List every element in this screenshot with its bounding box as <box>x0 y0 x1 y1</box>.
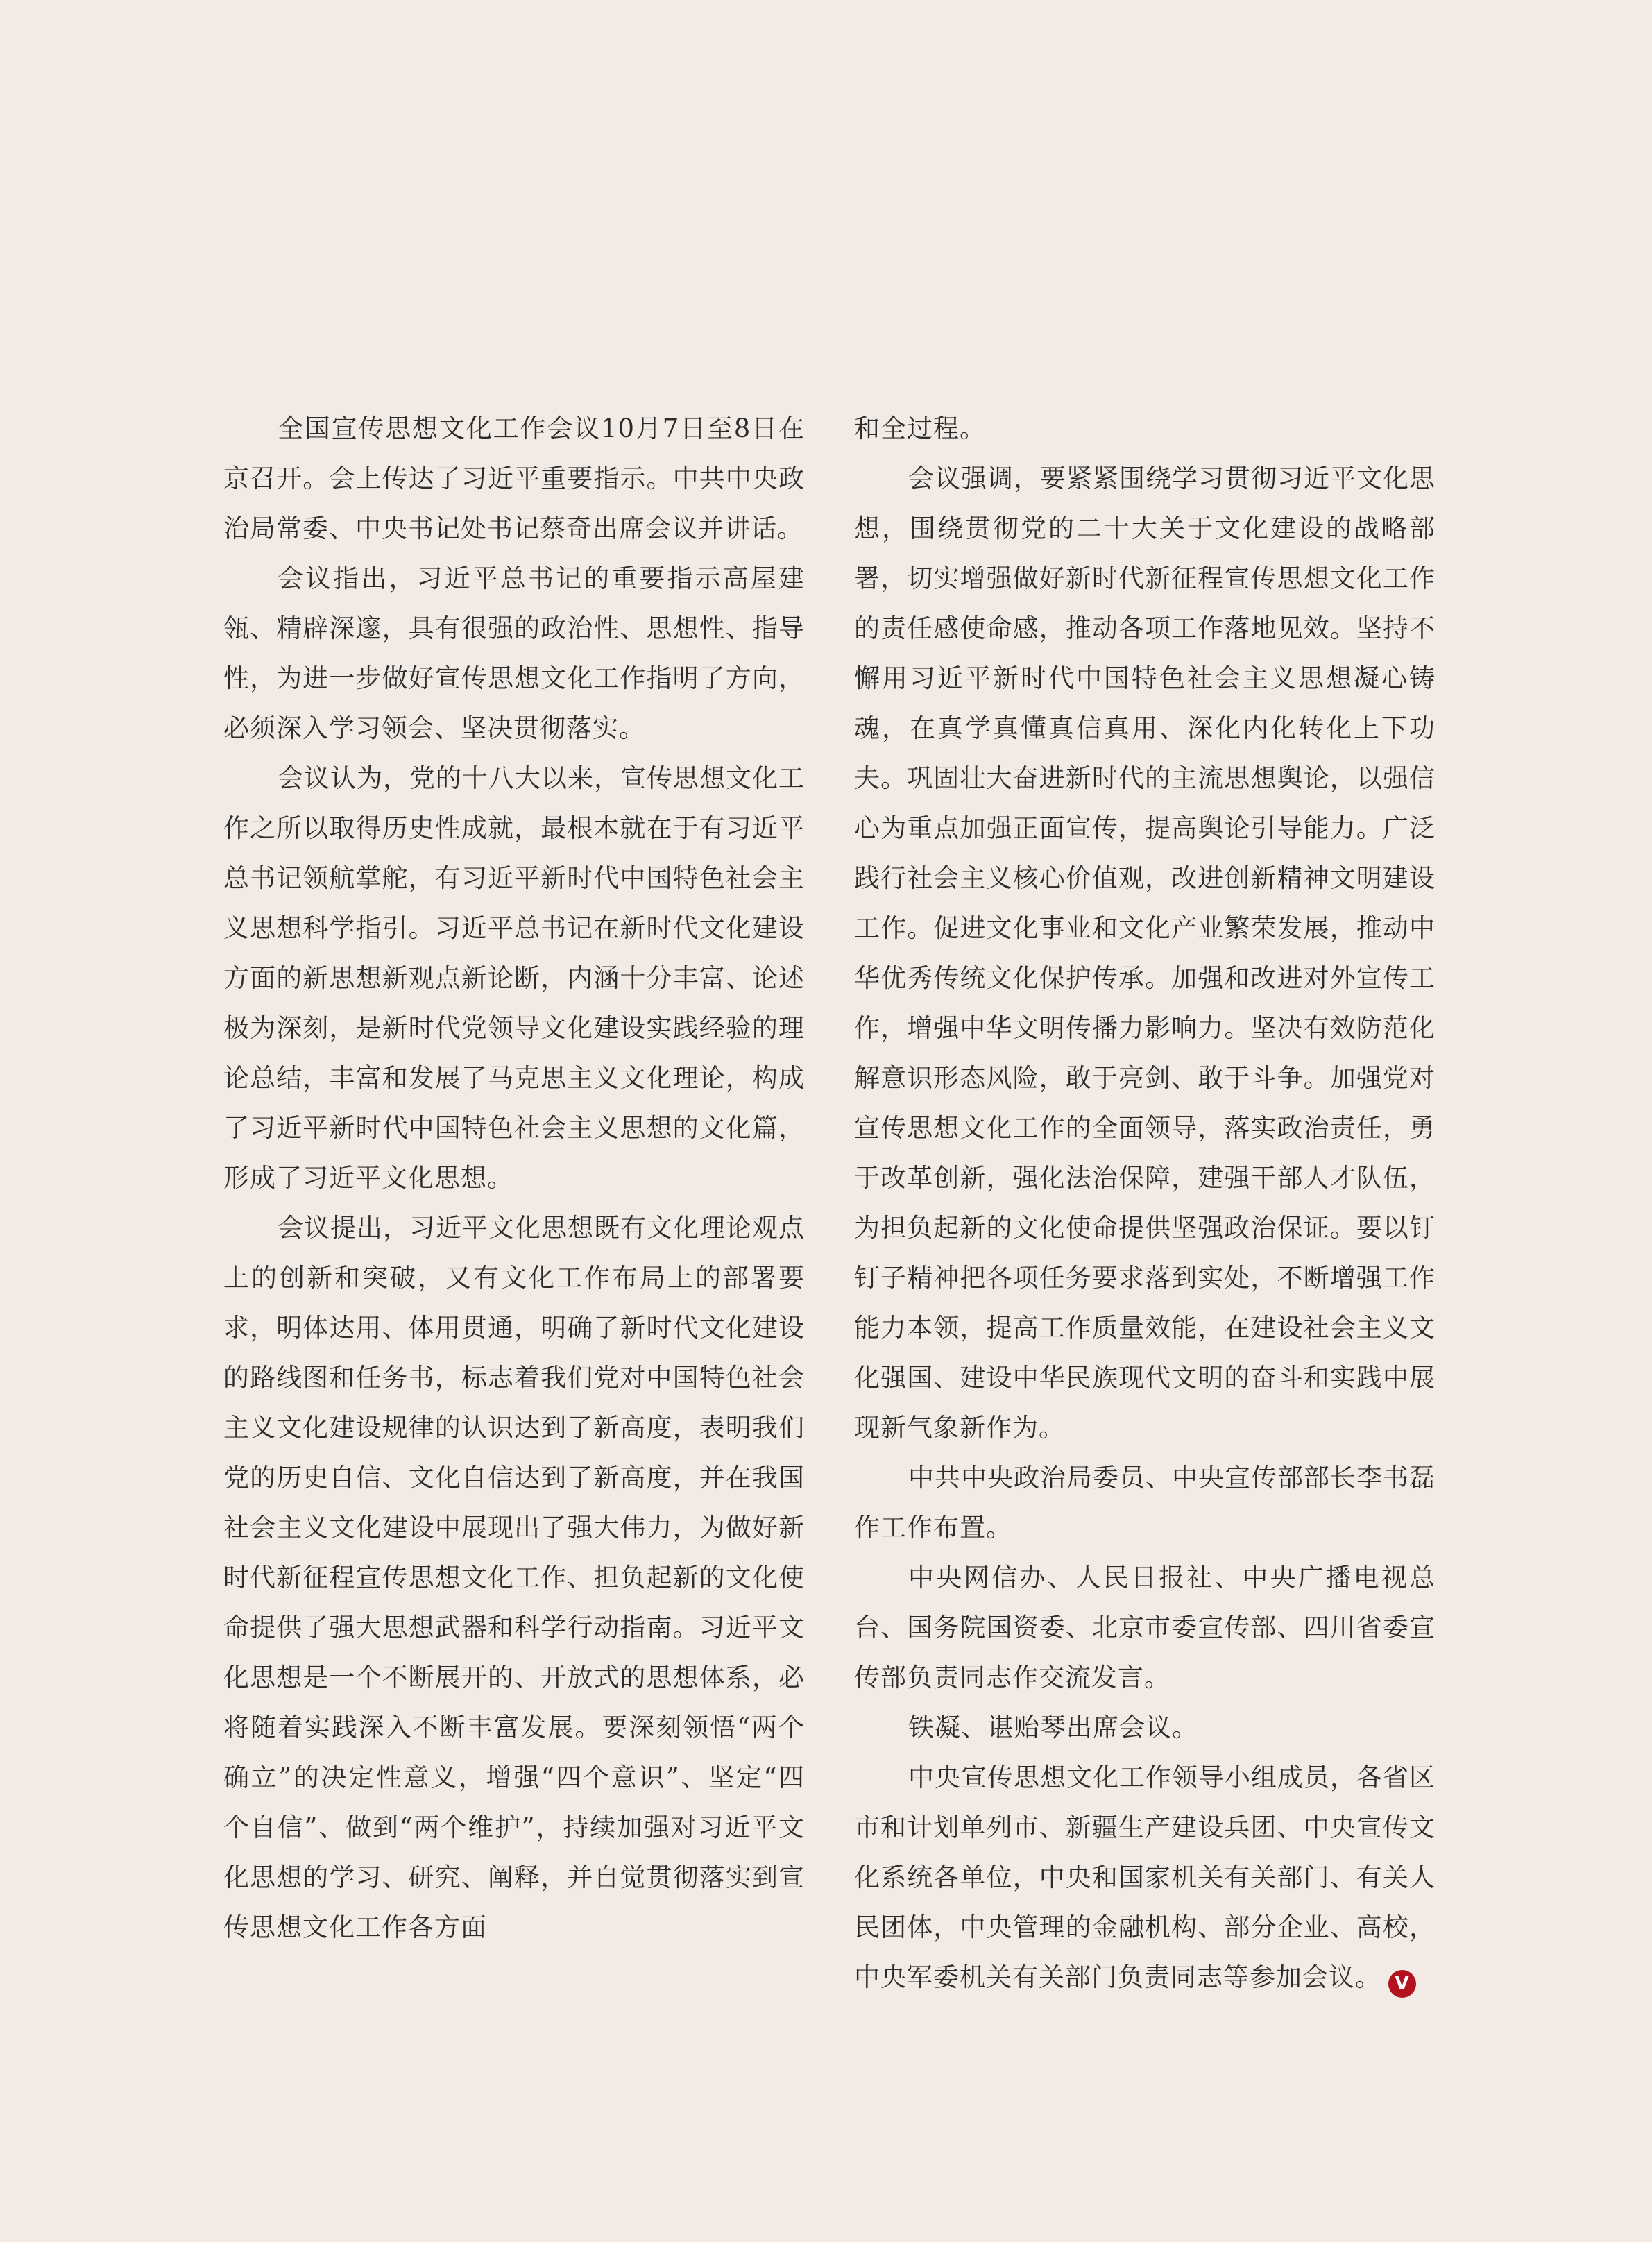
end-mark-icon: V <box>1388 1970 1416 1998</box>
paragraph-meeting-emphasizes: 会议强调，要紧紧围绕学习贯彻习近平文化思想，围绕贯彻党的二十大关于文化建设的战略部署，切实增强做好新时代新征程宣传思想文化工作的责任感使命感，推动各项工作落地见效。坚持不懈用习近平新时代中国特色社会主义思想凝心铸魂，在真学真懂真信真用、深化内化转化上下功夫。巩固壮大奋进新时代的主流思想舆论，以强信心为重点加强正面宣传，提高舆论引导能力。广泛践行社会主义核心价值观，改进创新精神文明建设工作。促进文化事业和文化产业繁荣发展，推动中华优秀传统文化保护传承。加强和改进对外宣传工作，增强中华文明传播力影响力。坚决有效防范化解意识形态风险，敢于亮剑、敢于斗争。加强党对宣传思想文化工作的全面领导，落实政治责任，勇于改革创新，强化法治保障，建强干部人才队伍，为担负起新的文化使命提供坚强政治保证。要以钉钉子精神把各项任务要求落到实处，不断增强工作能力本领，提高工作质量效能，在建设社会主义文化强国、建设中华民族现代文明的奋斗和实践中展现新气象新作为。 <box>854 464 1436 1443</box>
paragraph-meeting-opening: 全国宣传思想文化工作会议10月7日至8日在京召开。会上传达了习近平重要指示。中共中央政治局常委、中央书记处书记蔡奇出席会议并讲话。 <box>223 414 805 543</box>
paragraph-continuation: 和全过程。 <box>854 414 986 443</box>
paragraph-meeting-points-out: 会议指出，习近平总书记的重要指示高屋建瓴、精辟深邃，具有很强的政治性、思想性、指导性，为进一步做好宣传思想文化工作指明了方向，必须深入学习领会、坚决贯彻落实。 <box>223 563 805 743</box>
right-column <box>854 404 1436 2003</box>
left-column <box>223 404 805 1953</box>
paragraph-meeting-proposes: 会议提出，习近平文化思想既有文化理论观点上的创新和突破，又有文化工作布局上的部署要求，明体达用、体用贯通，明确了新时代文化建设的路线图和任务书，标志着我们党对中国特色社会主义文化建设规律的认识达到了新高度，表明我们党的历史自信、文化自信达到了新高度，并在我国社会主义文化建设中展现出了强大伟力，为做好新时代新征程宣传思想文化工作、担负起新的文化使命提供了强大思想武器和科学行动指南。习近平文化思想是一个不断展开的、开放式的思想体系，必将随着实践深入不断丰富发展。要深刻领悟“两个确立”的决定性意义，增强“四个意识”、坚定“四个自信”、做到“两个维护”，持续加强对习近平文化思想的学习、研究、阐释，并自觉贯彻落实到宣传思想文化工作各方面 <box>223 1213 805 1942</box>
paragraph-exchange-speeches: 中央网信办、人民日报社、中央广播电视总台、国务院国资委、北京市委宣传部、四川省委宣传部负责同志作交流发言。 <box>854 1563 1436 1692</box>
paragraph-attendees-leaders: 铁凝、谌贻琴出席会议。 <box>908 1713 1198 1742</box>
paragraph-work-arrangement: 中共中央政治局委员、中央宣传部部长李书磊作工作布置。 <box>854 1463 1436 1543</box>
paragraph-attendees-units <box>854 1753 1436 2003</box>
attendees-text: 中央宣传思想文化工作领导小组成员，各省区市和计划单列市、新疆生产建设兵团、中央宣传文化系统各单位，中央和国家机关有关部门、有关人民团体，中央管理的金融机构、部分企业、高校，中央军委机关有关部门负责同志等参加会议。 <box>854 1763 1436 1992</box>
paragraph-meeting-believes: 会议认为，党的十八大以来，宣传思想文化工作之所以取得历史性成就，最根本就在于有习近平总书记领航掌舵，有习近平新时代中国特色社会主义思想科学指引。习近平总书记在新时代文化建设方面的新思想新观点新论断，内涵十分丰富、论述极为深刻，是新时代党领导文化建设实践经验的理论总结，丰富和发展了马克思主义文化理论，构成了习近平新时代中国特色社会主义思想的文化篇，形成了习近平文化思想。 <box>223 763 805 1193</box>
